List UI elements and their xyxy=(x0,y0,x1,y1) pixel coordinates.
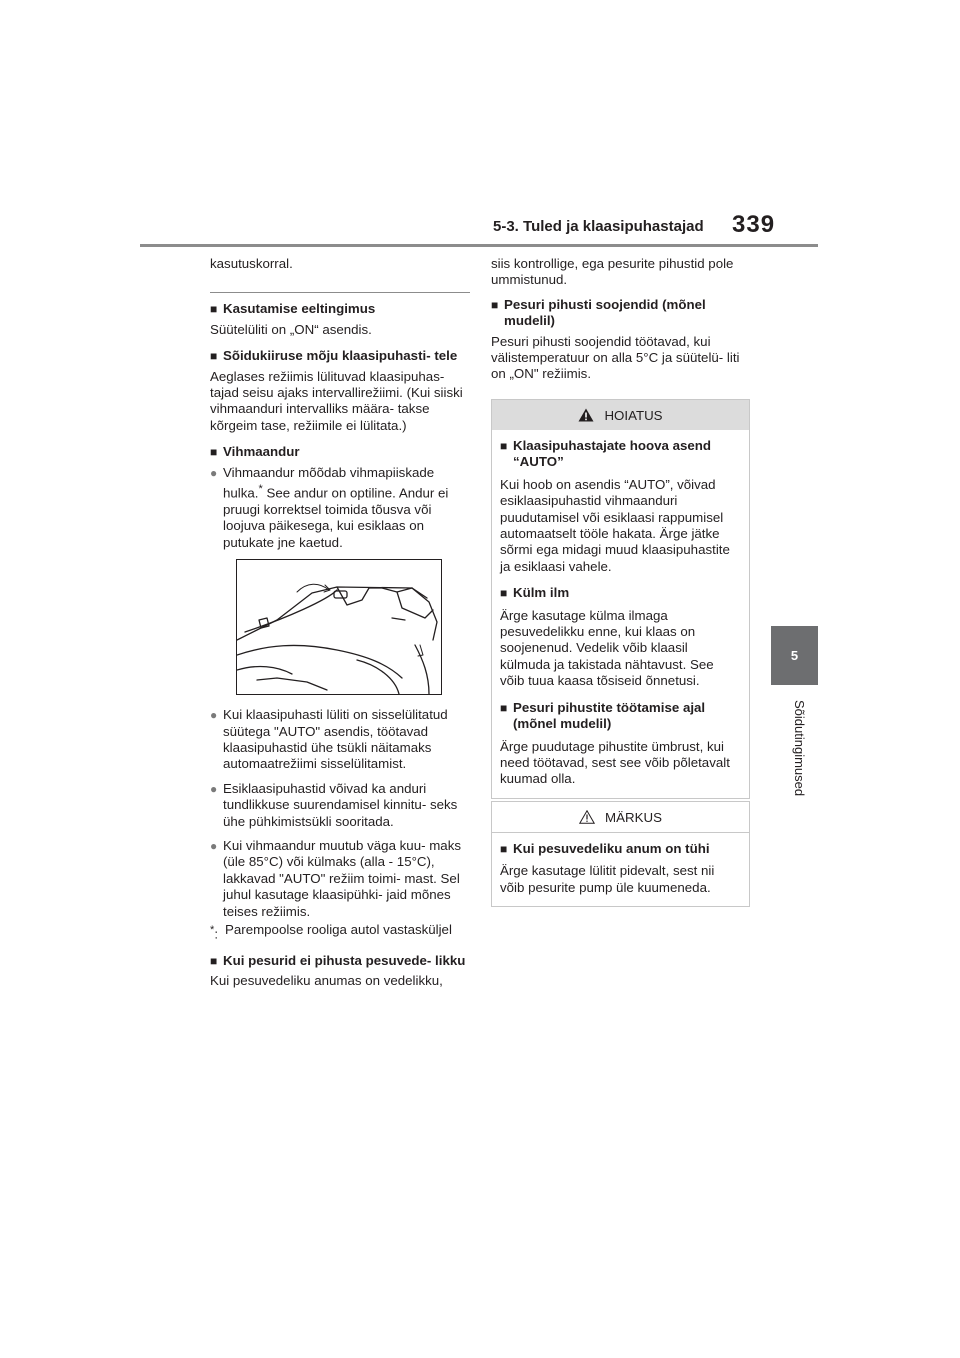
list-item-text: Esiklaasipuhastid võivad ka anduri tundlikkuse suurendamisel kinnitu- seks ühe pühkimistsükli sooritada. xyxy=(223,780,458,829)
section-heading xyxy=(210,953,470,969)
heading-text: Pesuri pihustite töötamise ajal (mõnel mudelil) xyxy=(513,699,706,732)
list-item-text xyxy=(223,465,470,551)
paragraph: Pesuri pihusti soojendid töötavad, kui välistemperatuur on alla 5°C ja süütelü- liti on „ON" režiimis. xyxy=(491,333,740,382)
notice-box-body xyxy=(492,832,749,906)
list-item-text: Kui klaasipuhasti lüliti on sisselülitatud süütega "AUTO" asendis, töötavad klaasipuhastid ühe tsükli näitamaks automaatrežiimi sisselülitamist. xyxy=(223,707,448,772)
heading-text: Vihmaandur xyxy=(223,444,300,460)
list-item-text-part: Vihmaandur mõõdab vihmapiiskade hulka. xyxy=(223,464,435,501)
right-column xyxy=(491,256,751,895)
paragraph: Süütelüliti on „ON“ asendis. xyxy=(210,321,372,337)
list-item xyxy=(210,465,470,551)
paragraph: Kui hoob on asendis “AUTO”, võivad esiklaasipuhastid vihmaanduri puudutamisel või esiklaasi rappumisel automaatselt tööle hakata. Ärge jätke sõrmi ega midagi muud klaasipuhastite ja esiklaasi vahele. xyxy=(500,476,730,574)
section-heading xyxy=(491,297,751,330)
notice-triangle-icon xyxy=(579,810,595,824)
section-heading xyxy=(210,444,470,460)
heading-text: Sõidukiiruse mõju klaasipuhasti- tele xyxy=(223,348,458,364)
square-bullet-icon: ■ xyxy=(500,439,508,453)
footnote-ref: * xyxy=(258,483,263,496)
paragraph: Ärge kasutage külma ilmaga pesuvedelikku enne, kui klaas on soojenenud. Vedelik võib klaasil külmuda ja takistada nähtavust. See võib tuua kaasa tõsiseid õnnetusi. xyxy=(500,607,714,689)
section-heading xyxy=(500,438,741,471)
circle-bullet-icon: ● xyxy=(210,781,218,796)
car-windshield-icon xyxy=(237,560,441,694)
footnote-text: Parempoolse rooliga autol vastasküljel xyxy=(225,921,452,937)
heading-text: Pesuri pihusti soojendid (mõnel mudelil) xyxy=(504,296,706,329)
warning-triangle-icon xyxy=(578,408,594,422)
section-heading xyxy=(500,841,741,857)
paragraph: siis kontrollige, ega pesurite pihustid pole ummistunud. xyxy=(491,256,734,288)
left-column xyxy=(210,256,470,990)
footnote xyxy=(210,922,470,943)
section-divider xyxy=(210,292,470,293)
intro-text: kasutuskorral. xyxy=(210,256,293,271)
square-bullet-icon: ■ xyxy=(210,953,218,968)
footnote-mark: *: xyxy=(210,923,219,942)
square-bullet-icon: ■ xyxy=(500,586,508,601)
section-title: 5-3. Tuled ja klaasipuhastajad xyxy=(493,218,704,235)
square-bullet-icon: ■ xyxy=(210,445,218,460)
square-bullet-icon: ■ xyxy=(210,349,218,364)
circle-bullet-icon: ● xyxy=(210,465,218,480)
notice-box xyxy=(491,801,750,907)
warning-box-body xyxy=(492,430,749,798)
square-bullet-icon: ■ xyxy=(500,700,508,715)
page-number: 339 xyxy=(732,211,776,238)
notice-title: MÄRKUS xyxy=(605,809,662,825)
list-item-text: Kui vihmaandur muutub väga kuu- maks (üle 85°C) või külmaks (alla - 15°C), lakkavad "AUTO" režiim toimi- mast. Sel juhul kasutage klaasipühki- jaid mõnes teises režiimis. xyxy=(223,837,461,919)
warning-box xyxy=(491,399,750,799)
chapter-tab: 5 xyxy=(771,626,818,685)
list-item-text-part: See andur on optiline. Andur ei pruugi korrektsel toimida tõusva või loojuva päikesega, kui esiklaas on putukate jne kaetud. xyxy=(223,485,449,550)
heading-text: Kasutamise eeltingimus xyxy=(223,301,376,317)
square-bullet-icon: ■ xyxy=(210,302,218,317)
list-item xyxy=(210,707,470,773)
heading-text: Klaasipuhastajate hoova asend “AUTO” xyxy=(513,438,712,470)
paragraph: Kui pesuvedeliku anumas on vedelikku, xyxy=(210,973,443,989)
section-heading xyxy=(500,585,741,601)
square-bullet-icon: ■ xyxy=(491,297,499,312)
header-rule xyxy=(140,244,818,247)
heading-text: Kui pesurid ei pihusta pesuvede- likku xyxy=(223,952,466,968)
warning-box-header xyxy=(492,400,749,430)
square-bullet-icon: ■ xyxy=(500,842,508,856)
heading-text: Kui pesuvedeliku anum on tühi xyxy=(513,841,710,856)
windshield-rain-sensor-illustration xyxy=(236,559,442,695)
list-item xyxy=(210,781,470,830)
circle-bullet-icon: ● xyxy=(210,708,218,723)
chapter-label: Sõidutingimused xyxy=(792,700,807,797)
section-heading xyxy=(500,700,741,733)
footnote-mark-sup: * xyxy=(210,923,215,936)
paragraph: Ärge puudutage pihustite ümbrust, kui need töötavad, sest see võib põletavalt kuumad olla. xyxy=(500,738,730,787)
notice-box-header xyxy=(492,802,749,832)
paragraph: Aeglases režiimis lülituvad klaasipuhas- tajad seisu ajaks intervallirežiimi. (Kui siiski vihmaanduri intervalliks määra- takse kõrgeim tase, režiimile ei lülitata.) xyxy=(210,368,463,433)
list-item xyxy=(210,838,470,920)
section-heading xyxy=(210,301,470,317)
paragraph: Ärge kasutage lülitit pidevalt, sest nii võib pesurite pump üle kuumeneda. xyxy=(500,863,715,895)
heading-text: Külm ilm xyxy=(513,585,570,601)
warning-title: HOIATUS xyxy=(604,407,663,423)
circle-bullet-icon: ● xyxy=(210,838,218,853)
section-heading xyxy=(210,348,470,364)
